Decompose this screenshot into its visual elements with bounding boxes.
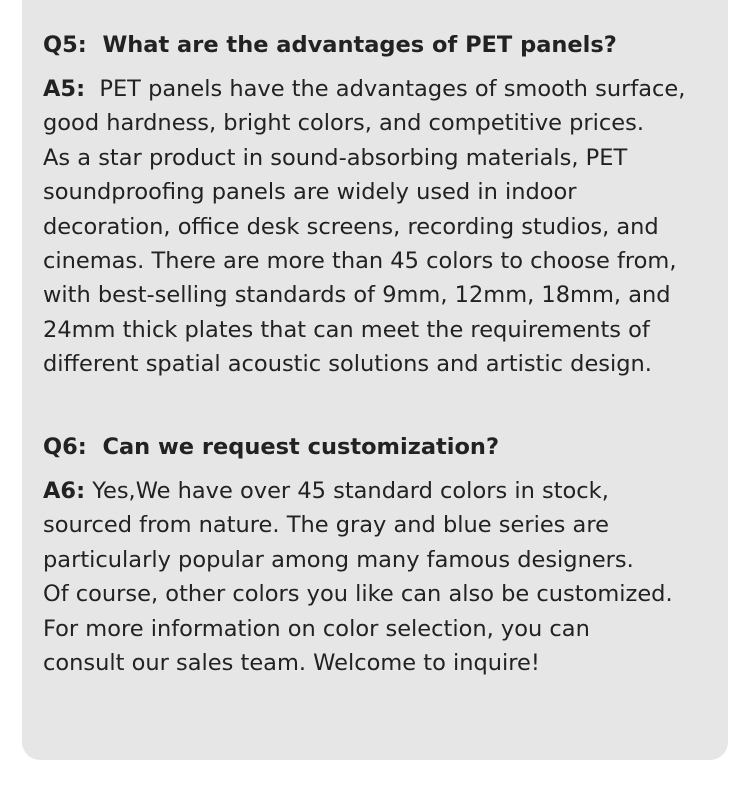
- answer-label: A6:: [43, 478, 86, 504]
- answer-a6: [43, 474, 733, 680]
- answer-line: A6: Yes,We have over 45 standard colors in stock,: [43, 478, 609, 504]
- question-q5: [43, 28, 733, 62]
- answer-label: A5:: [43, 76, 86, 102]
- answer-line: Of course, other colors you like can also be customized.: [43, 581, 673, 608]
- question-text: Can we request customization?: [102, 434, 499, 460]
- answer-line: consult our sales team. Welcome to inquire!: [43, 650, 540, 677]
- answer-line: A5: PET panels have the advantages of smooth surface,: [43, 76, 686, 102]
- answer-line: with best-selling standards of 9mm, 12mm, 18mm, and: [43, 282, 671, 309]
- answer-line: particularly popular among many famous designers.: [43, 546, 634, 573]
- question-label: Q6:: [43, 434, 87, 460]
- answer-line: good hardness, bright colors, and competitive prices.: [43, 110, 645, 137]
- answer-line: sourced from nature. The gray and blue series are: [43, 512, 609, 539]
- answer-line: different spatial acoustic solutions and artistic design.: [43, 351, 652, 378]
- question-q6: [43, 430, 733, 464]
- question-text: What are the advantages of PET panels?: [102, 32, 617, 58]
- question-label: Q5:: [43, 32, 87, 58]
- answer-a5: [43, 72, 733, 382]
- answer-line: As a star product in sound-absorbing materials, PET: [43, 144, 628, 171]
- faq-item-q6: [43, 430, 733, 680]
- answer-line: For more information on color selection, you can: [43, 615, 590, 642]
- faq-item-q5: [43, 28, 733, 382]
- answer-line: decoration, office desk screens, recording studios, and: [43, 213, 659, 240]
- answer-line: soundproofing panels are widely used in indoor: [43, 179, 577, 206]
- answer-line: 24mm thick plates that can meet the requirements of: [43, 316, 650, 343]
- answer-line: cinemas. There are more than 45 colors to choose from,: [43, 248, 677, 275]
